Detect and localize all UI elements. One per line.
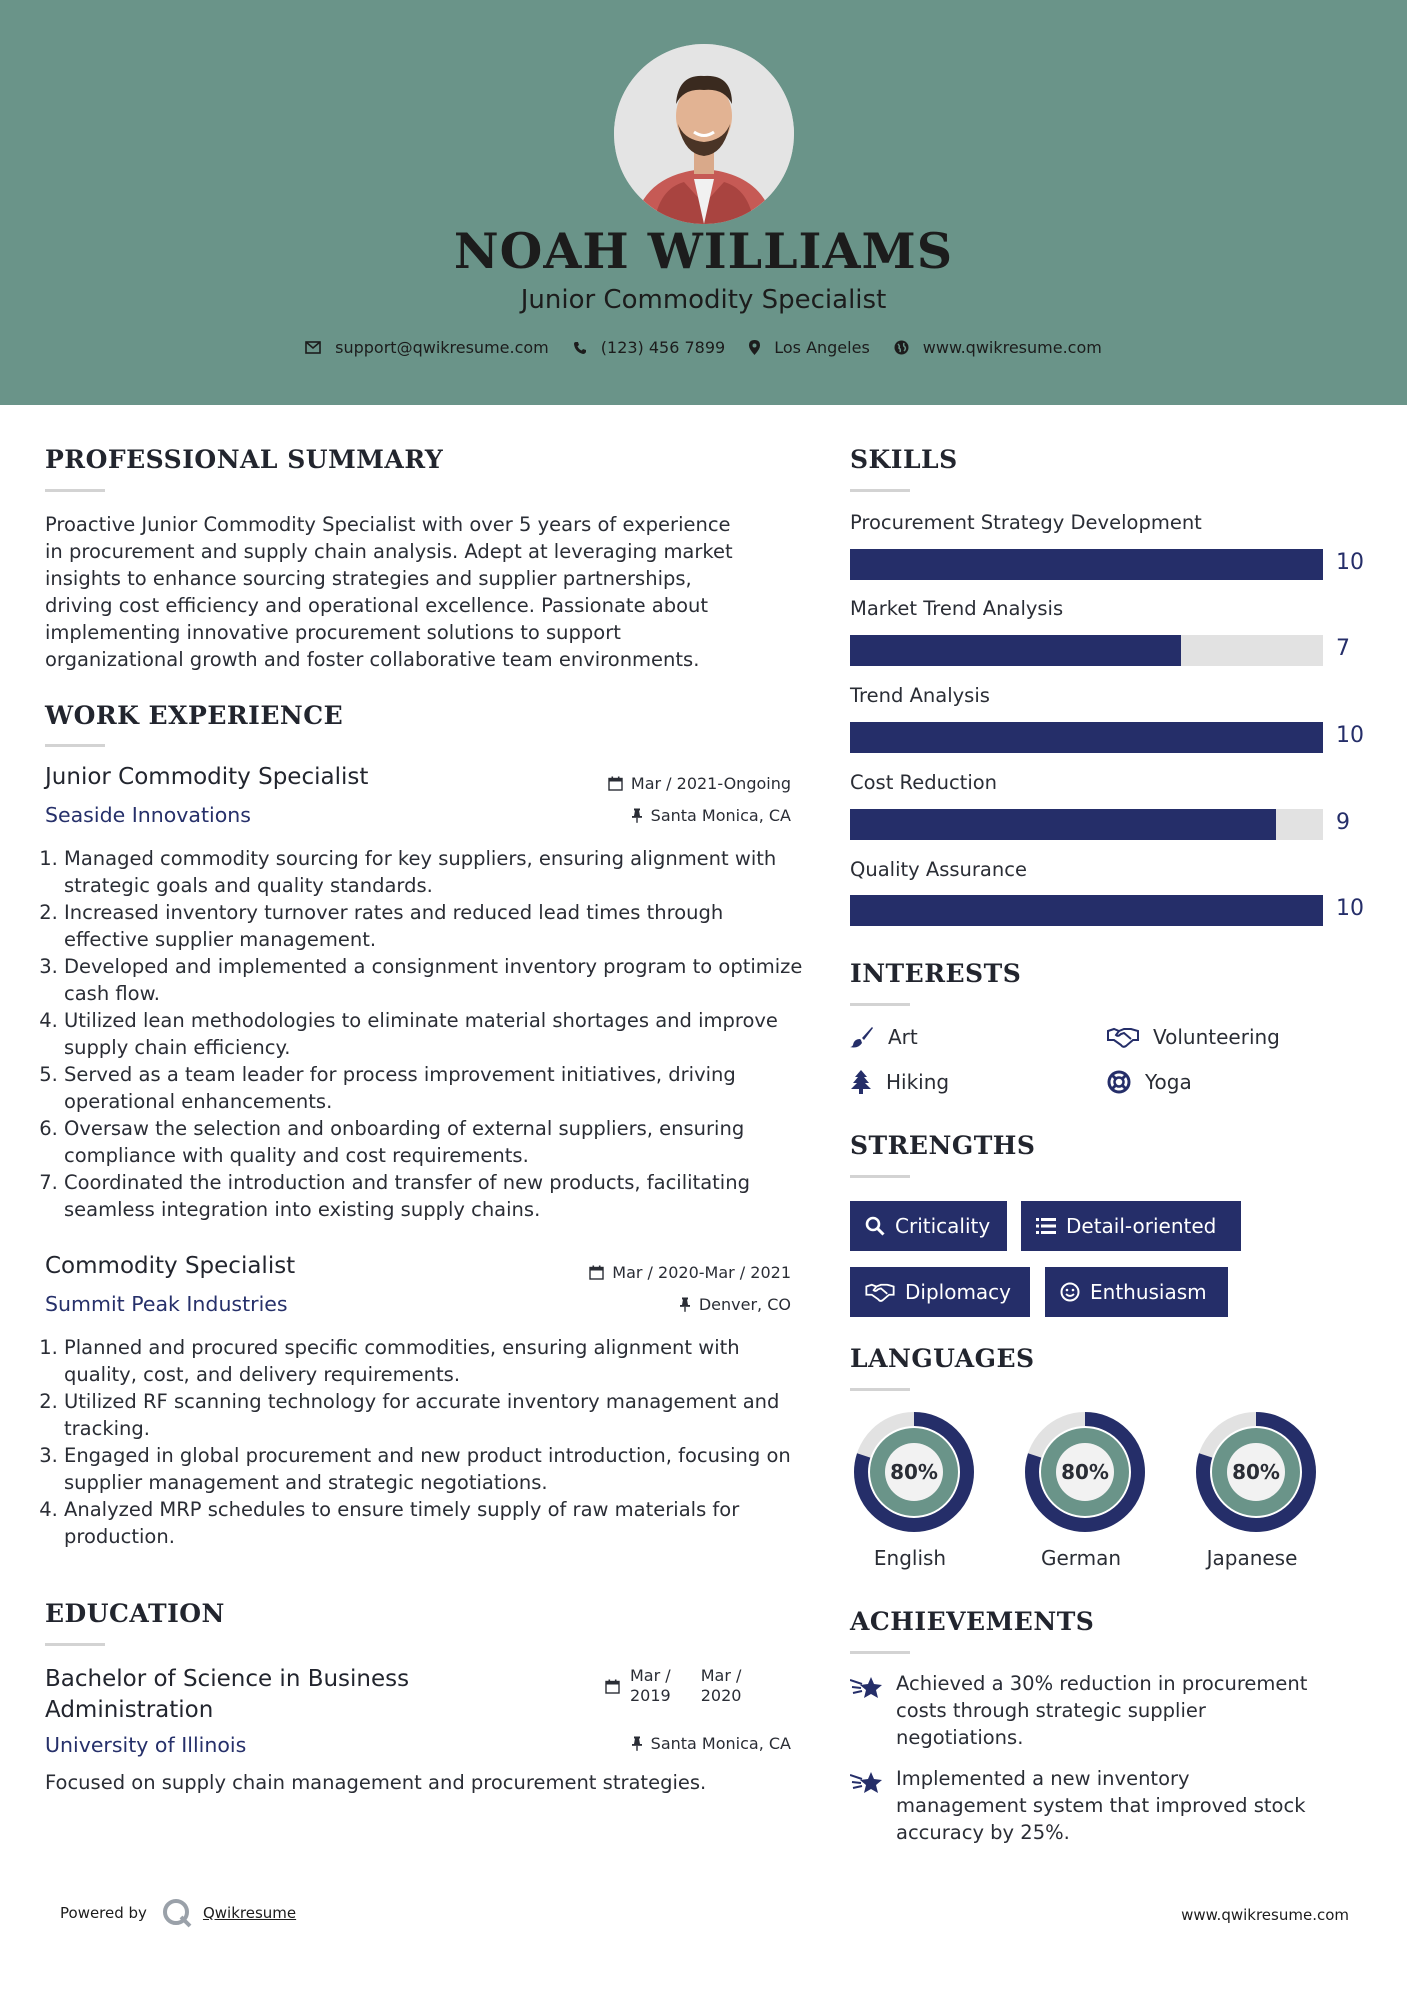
language-name: English: [873, 1546, 947, 1570]
skill-bar-fill: [850, 895, 1323, 926]
school: University of Illinois: [45, 1733, 247, 1757]
achievement-line: Implemented a new inventory: [896, 1767, 1190, 1790]
contact-location-text: Los Angeles: [774, 338, 870, 357]
skill-name: Cost Reduction: [850, 771, 998, 794]
contact-email-text: support@qwikresume.com: [335, 338, 549, 357]
skill-name: Trend Analysis: [850, 684, 990, 707]
skill-level: 10: [1336, 550, 1364, 575]
smile-icon: [1060, 1282, 1080, 1302]
job-bullet: 3. Engaged in global procurement and new product introduction, focusing on supplier management and strategic negotiations.: [64, 1442, 812, 1496]
interest-label: Volunteering: [1153, 1025, 1280, 1049]
achievement-line: costs through strategic supplier: [896, 1699, 1206, 1722]
contact-website-text: www.qwikresume.com: [922, 338, 1102, 357]
job-location: [540, 806, 791, 825]
strengths-heading: STRENGTHS: [850, 1131, 1036, 1160]
achievement-item: [850, 1765, 1370, 1846]
calendar-icon: [608, 776, 623, 791]
job-bullets: [45, 845, 812, 1223]
job-bullet: 4. Utilized lean methodologies to eliminate material shortages and improve supply chain efficiency.: [64, 1007, 812, 1061]
education-dates: [605, 1666, 741, 1706]
handshake-icon: [865, 1282, 895, 1302]
education-end-year: 2020: [700, 1686, 742, 1705]
job-dates: [540, 1263, 791, 1282]
summary-line: in procurement and supply chain analysis. Adept at leveraging market: [45, 540, 733, 563]
handshake-icon: [1107, 1026, 1139, 1048]
skill-bar: [850, 895, 1323, 926]
language-percent: 80%: [1232, 1460, 1280, 1484]
education-end-month: Mar /: [700, 1666, 742, 1685]
skill-level: 7: [1336, 636, 1350, 661]
summary-line: driving cost efficiency and operational excellence. Passionate about: [45, 594, 709, 617]
interest-art: [850, 1025, 918, 1049]
achievement-item: [850, 1670, 1370, 1751]
skill-level: 9: [1336, 810, 1350, 835]
strength-label: Criticality: [895, 1214, 991, 1238]
skill-bar-fill: [850, 722, 1323, 753]
summary-line: implementing innovative procurement solutions to support: [45, 621, 621, 644]
job-company: Summit Peak Industries: [45, 1292, 288, 1316]
envelope-icon: [305, 341, 321, 354]
lifering-icon: [1107, 1070, 1131, 1094]
skill-name: Quality Assurance: [850, 858, 1027, 881]
job-bullets: [45, 1334, 812, 1550]
job-location-text: Denver, CO: [698, 1295, 791, 1314]
skills-heading: SKILLS: [850, 445, 958, 474]
language-name: Japanese: [1206, 1546, 1298, 1570]
languages-heading-rule: [850, 1388, 910, 1391]
job-dates: [540, 774, 791, 793]
education-location: [540, 1734, 791, 1753]
job-location-text: Santa Monica, CA: [650, 806, 791, 825]
job-bullet: 3. Developed and implemented a consignment inventory program to optimize cash flow.: [64, 953, 812, 1007]
degree-line: Bachelor of Science in Business: [45, 1666, 410, 1692]
education-heading: EDUCATION: [45, 1599, 225, 1628]
tree-icon: [850, 1070, 872, 1094]
job-dates-text: Mar / 2020-Mar / 2021: [612, 1263, 791, 1282]
candidate-name: NOAH WILLIAMS: [453, 222, 954, 280]
contact-location: [749, 338, 870, 357]
skills-heading-rule: [850, 489, 910, 492]
summary-heading: PROFESSIONAL SUMMARY: [45, 445, 444, 474]
footer-website[interactable]: www.qwikresume.com: [1181, 1906, 1349, 1924]
contact-phone[interactable]: [573, 338, 725, 357]
job-title: Junior Commodity Specialist: [45, 764, 369, 790]
pushpin-icon: [631, 1736, 643, 1751]
summary-line: Proactive Junior Commodity Specialist with over 5 years of experience: [45, 513, 731, 536]
summary-text: [45, 511, 795, 673]
education-end: [701, 1666, 742, 1706]
interest-volunteering: [1107, 1025, 1280, 1049]
achievement-line: negotiations.: [896, 1726, 1024, 1749]
job-bullet: 2. Increased inventory turnover rates and reduced lead times through effective supplier management.: [64, 899, 812, 953]
strength-chip-detail-oriented: [1021, 1201, 1241, 1251]
globe-icon: [894, 340, 909, 355]
interest-label: Hiking: [886, 1070, 950, 1094]
pushpin-icon: [631, 808, 643, 823]
strength-label: Detail-oriented: [1066, 1214, 1217, 1238]
job-bullet: 6. Oversaw the selection and onboarding of external suppliers, ensuring compliance with quality and cost requirements.: [64, 1115, 812, 1169]
interest-label: Art: [888, 1025, 918, 1049]
education-start-year: 2019: [630, 1686, 671, 1705]
strength-label: Enthusiasm: [1090, 1280, 1207, 1304]
qwikresume-logo-icon: [161, 1897, 193, 1929]
interests-heading: INTERESTS: [850, 959, 1022, 988]
list-icon: [1036, 1217, 1056, 1235]
languages-heading: LANGUAGES: [850, 1344, 1035, 1373]
language-percent: 80%: [890, 1460, 938, 1484]
summary-line: insights to enhance sourcing strategies and supplier partnerships,: [45, 567, 692, 590]
skill-bar-fill: [850, 635, 1181, 666]
contact-website[interactable]: [894, 338, 1102, 357]
skill-bar: [850, 722, 1323, 753]
education-start: [630, 1666, 671, 1706]
contact-email[interactable]: [305, 338, 549, 357]
education-start-month: Mar /: [630, 1666, 671, 1685]
degree-line: Administration: [45, 1697, 214, 1723]
language-ring-german: [1020, 1410, 1150, 1534]
strength-chip-criticality: [850, 1201, 1007, 1251]
job-title: Commodity Specialist: [45, 1253, 296, 1279]
experience-heading: WORK EXPERIENCE: [45, 701, 344, 730]
language-ring-japanese: [1191, 1410, 1321, 1534]
interests-heading-rule: [850, 1003, 910, 1006]
achievement-line: Achieved a 30% reduction in procurement: [896, 1672, 1308, 1695]
map-marker-icon: [749, 340, 760, 355]
qwikresume-link[interactable]: Qwikresume: [202, 1904, 297, 1922]
skill-name: Procurement Strategy Development: [850, 511, 1202, 534]
profile-photo-illustration: [614, 44, 794, 224]
powered-by-text: Powered by: [60, 1904, 147, 1922]
achievement-text: [896, 1765, 1306, 1846]
job-bullet: 1. Managed commodity sourcing for key suppliers, ensuring alignment with strategic goals and quality standards.: [64, 845, 812, 899]
skill-bar: [850, 809, 1323, 840]
job-dates-text: Mar / 2021-Ongoing: [630, 774, 791, 793]
skill-name: Market Trend Analysis: [850, 597, 1064, 620]
phone-icon: [573, 341, 587, 355]
job-bullet: 4. Analyzed MRP schedules to ensure timely supply of raw materials for production.: [64, 1496, 812, 1550]
strengths-heading-rule: [850, 1175, 910, 1178]
contact-bar: [0, 338, 1407, 357]
achievement-text: [896, 1670, 1307, 1751]
achievement-line: accuracy by 25%.: [896, 1821, 1070, 1844]
education-description: Focused on supply chain management and procurement strategies.: [45, 1771, 707, 1794]
skill-bar: [850, 635, 1323, 666]
job-company: Seaside Innovations: [45, 803, 251, 827]
degree: [45, 1664, 409, 1726]
job-bullet: 2. Utilized RF scanning technology for accurate inventory management and tracking.: [64, 1388, 812, 1442]
pushpin-icon: [679, 1297, 691, 1312]
candidate-title: Junior Commodity Specialist: [520, 285, 887, 315]
resume-header: [0, 0, 1407, 405]
skill-level: 10: [1336, 723, 1364, 748]
job-bullet: 5. Served as a team leader for process improvement initiatives, driving operational enhancements.: [64, 1061, 812, 1115]
interest-yoga: [1107, 1070, 1192, 1094]
job-location: [540, 1295, 791, 1314]
skill-bar-fill: [850, 809, 1276, 840]
job-bullet: 7. Coordinated the introduction and transfer of new products, facilitating seamless integration into existing supply chains.: [64, 1169, 812, 1223]
calendar-icon: [589, 1265, 604, 1280]
interest-label: Yoga: [1145, 1070, 1192, 1094]
shooting-star-icon: [850, 1769, 884, 1795]
contact-phone-text: (123) 456 7899: [600, 338, 726, 357]
job-bullet: 1. Planned and procured specific commodities, ensuring alignment with quality, cost, and delivery requirements.: [64, 1334, 812, 1388]
calendar-icon: [605, 1679, 620, 1694]
profile-photo: [614, 44, 794, 224]
strength-label: Diplomacy: [905, 1280, 1012, 1304]
skill-bar: [850, 549, 1323, 580]
footer-powered-by: [60, 1897, 296, 1929]
language-percent: 80%: [1061, 1460, 1109, 1484]
achievements-heading-rule: [850, 1651, 910, 1654]
education-location-text: Santa Monica, CA: [650, 1734, 791, 1753]
summary-heading-rule: [45, 489, 105, 492]
education-heading-rule: [45, 1643, 105, 1646]
shooting-star-icon: [850, 1674, 884, 1700]
strength-chip-enthusiasm: [1045, 1267, 1228, 1317]
skill-level: 10: [1336, 896, 1364, 921]
interest-hiking: [850, 1070, 949, 1094]
strength-chip-diplomacy: [850, 1267, 1030, 1317]
achievement-line: management system that improved stock: [896, 1794, 1306, 1817]
language-name: German: [1040, 1546, 1122, 1570]
experience-heading-rule: [45, 744, 105, 747]
language-ring-english: [849, 1410, 979, 1534]
paintbrush-icon: [850, 1026, 874, 1048]
summary-line: organizational growth and foster collaborative team environments.: [45, 648, 700, 671]
achievements-heading: ACHIEVEMENTS: [850, 1607, 1095, 1636]
skill-bar-fill: [850, 549, 1323, 580]
search-icon: [865, 1216, 885, 1236]
